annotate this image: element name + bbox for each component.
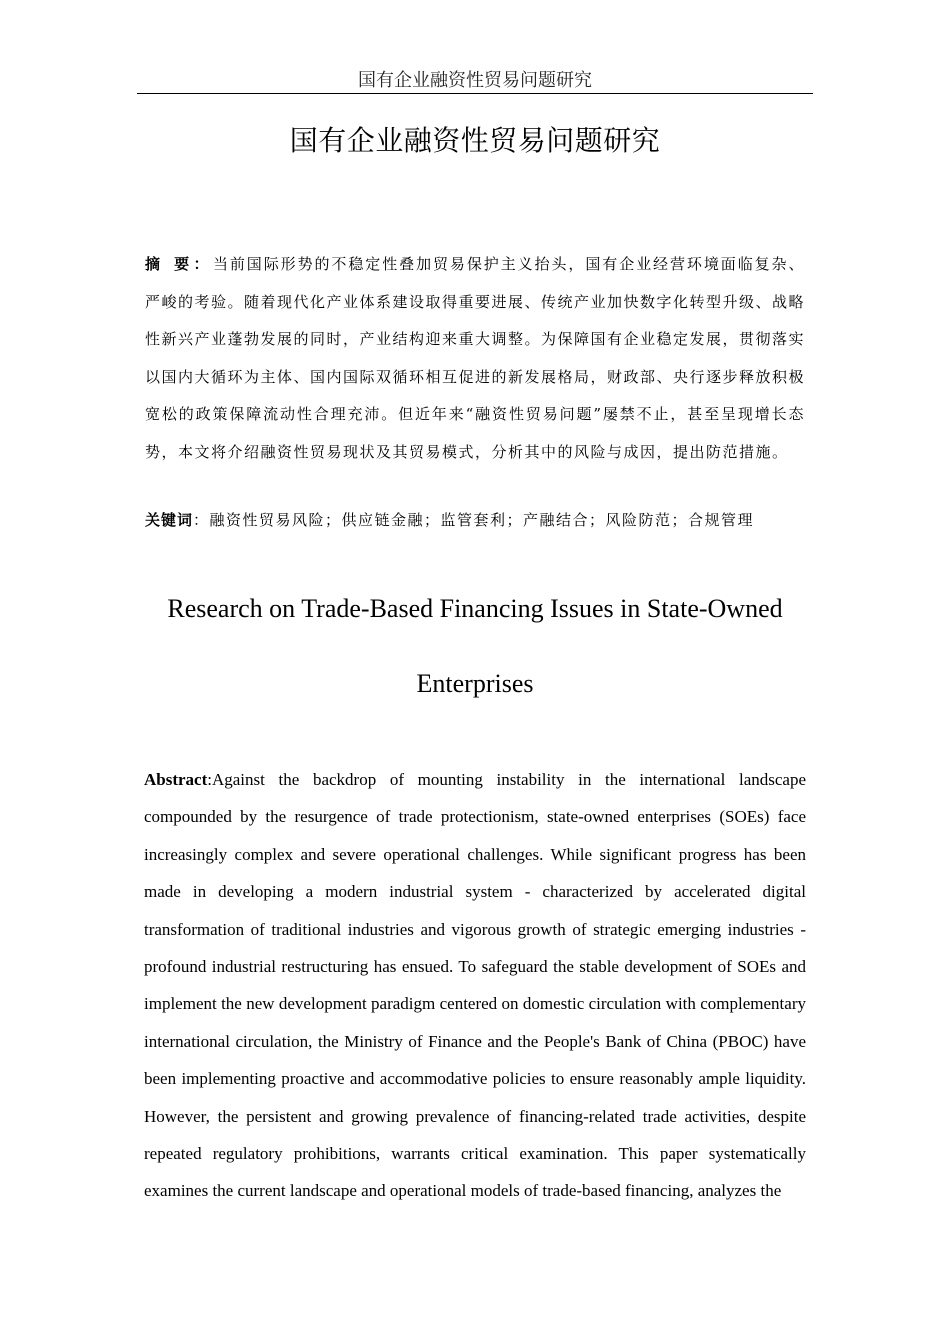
chinese-keywords-colon: ： bbox=[193, 511, 210, 529]
english-abstract-label: Abstract bbox=[144, 770, 208, 789]
chinese-abstract-text: 当前国际形势的不稳定性叠加贸易保护主义抬头，国有企业经营环境面临复杂、严峻的考验。随着现代化产业体系建设取得重要进展、传统产业加快数字化转型升级、战略性新兴产业蓬勃发展的同时，产业结构迎来重大调整。为保障国有企业稳定发展，贯彻落实以国内大循环为主体、国内国际双循环相互促进的新发展格局，财政部、央行逐步释放积极宽松的政策保障流动性合理充沛。但近年来“融资性贸易问题”屡禁不止，甚至呈现增长态势，本文将介绍融资性贸易现状及其贸易模式，分析其中的风险与成因，提出防范措施。 bbox=[145, 255, 806, 461]
chinese-keywords bbox=[145, 508, 805, 532]
running-header: 国有企业融资性贸易问题研究 bbox=[358, 70, 592, 91]
english-abstract bbox=[144, 761, 806, 1213]
english-abstract-text: :Against the backdrop of mounting instability in the international landscape compounded by the resurgence of trade protectionism, state-owned enterprises (SOEs) face increasingly complex and severe operational challenges. While significant progress has been made in developing a modern industrial system - characterized by accelerated digital transformation of traditional industries and vigorous growth of strategic emerging industries - profound industrial restructuring has ensued. To safeguard the stable development of SOEs and implement the new development paradigm centered on domestic circulation with complementary international circulation, the Ministry of Finance and the People's Bank of China (PBOC) have been implementing proactive and accommodative policies to ensure reasonably ample liquidity. However, the persistent and growing prevalence of financing-related trade activities, despite repeated regulatory prohibitions, warrants critical examination. This paper systematically examines the current landscape and operational models of trade-based financing, analyzes the bbox=[144, 770, 806, 1201]
chinese-title: 国有企业融资性贸易问题研究 bbox=[289, 124, 661, 157]
chinese-abstract bbox=[145, 246, 805, 471]
chinese-keywords-label: 关键词 bbox=[145, 511, 194, 529]
header-rule bbox=[137, 93, 813, 94]
chinese-keywords-text: 融资性贸易风险；供应链金融；监管套利；产融结合；风险防范；合规管理 bbox=[209, 511, 755, 529]
chinese-abstract-label: 摘 要： bbox=[145, 255, 213, 273]
english-title: Research on Trade-Based Financing Issues in State-Owned Enterprises bbox=[167, 594, 783, 698]
